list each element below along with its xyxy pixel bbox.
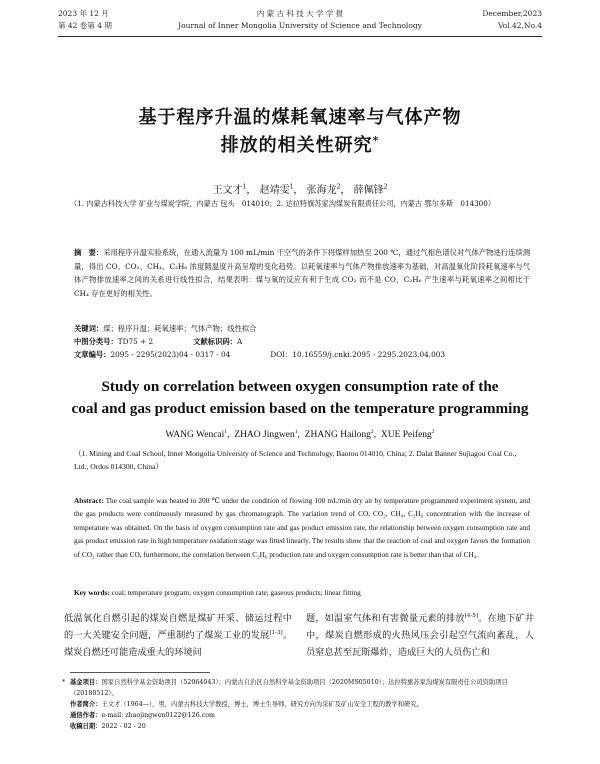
doc-code-value: A xyxy=(236,337,243,346)
en-author: ZHANG Hailong xyxy=(304,430,371,440)
journal-name-cn: 内 蒙 古 科 技 大 学 学 报 xyxy=(256,9,344,18)
email-label: 通信作者： xyxy=(70,712,102,719)
footnote xyxy=(62,677,534,732)
citation[interactable]: [4-5] xyxy=(464,612,478,619)
body-paragraph-tail: 。煤炭自燃还可能造成重大的环境问 xyxy=(64,630,293,658)
body-column-left xyxy=(64,610,292,661)
en-author: XUE Peifeng xyxy=(380,430,432,440)
cn-keywords-text: 煤；程序升温；耗氧速率；气体产物；线性拟合 xyxy=(103,324,257,333)
en-abstract xyxy=(74,494,530,561)
en-title-line2: coal and gas product emission based on the temperature programming xyxy=(71,400,529,417)
en-keywords-text: coal; temperature program; oxygen consumption rate; gaseous products; linear fitting xyxy=(111,588,361,597)
body-paragraph: 题，如温室气体和有害微量元素的排放 xyxy=(306,613,465,624)
author-sup: 2 xyxy=(431,428,435,435)
clc-label: 中图分类号： xyxy=(74,337,118,346)
received-label: 收稿日期： xyxy=(70,723,102,730)
cn-title-line1: 基于程序升温的煤耗氧速率与气体产物 xyxy=(138,107,462,128)
journal-name-en: Journal of Inner Mongolia University of Science and Technology xyxy=(178,21,422,30)
header-date-en: December,2023 xyxy=(482,9,542,18)
header-date: 2023 年 12 月 xyxy=(58,9,109,18)
author-sup: 2 xyxy=(370,428,374,435)
clc-value: TD75 + 2 xyxy=(117,337,154,346)
running-header xyxy=(58,8,542,38)
footnote-divider xyxy=(70,672,210,673)
corresponding-author xyxy=(70,710,534,721)
author-sup: 1 xyxy=(224,428,228,435)
cn-title-line2: 排放的相关性研究* xyxy=(220,134,380,156)
fund-text: 国家自然科学基金资助项目（52064043）；内蒙古自治区自然科学基金资助项目（2020MS05010）；达拉特旗苏家沟煤炭有限责任公司资助项目（20180512）。 xyxy=(70,679,508,697)
header-volume-en: Vol.42,No.4 xyxy=(497,21,542,30)
en-author: WANG Wencai xyxy=(165,430,225,440)
body-paragraph-tail: 。在地下矿井中，煤炭自燃形成的火热风压会引起空气流向紊乱，人员窒息甚至瓦斯爆炸，造成巨大的人员伤亡和 xyxy=(306,613,535,658)
en-title-line1: Study on correlation between oxygen consumption rate of the xyxy=(101,378,499,395)
cn-article-ids xyxy=(74,348,530,361)
cn-abstract xyxy=(74,246,530,300)
author-sup: 1 xyxy=(242,183,247,191)
cn-abstract-label: 摘 要： xyxy=(74,248,104,257)
en-abstract-label: Abstract: xyxy=(74,496,104,505)
en-authors: WANG Wencai$^1$, ZHAO Jingwen$^1$, ZHANG Hailong$^2$, XUE Peifeng$^2$ xyxy=(165,428,435,440)
cn-keywords-label: 关键词： xyxy=(74,324,104,333)
cn-affiliation: （1. 内蒙古科技大学 矿业与煤炭学院，内蒙古 包头 014010；2. 达拉特旗苏家沟煤炭有限责任公司，内蒙古 鄂尔多斯 014300） xyxy=(70,199,496,208)
author-info-text: 王文才（1964—），男，内蒙古科技大学教授，博士，博士生导师，研究方向为采矿及矿山安全工程的教学和研究。 xyxy=(101,701,423,708)
cn-author: 王文才 xyxy=(212,185,243,196)
en-affiliation: （1. Mining and Coal School, Inner Mongolia University of Science and Technology, Baotou 014010, China; 2. Dalat Banner Sujiagou Coal Co., Ltd., Ordos 014300, China） xyxy=(74,449,517,471)
doi[interactable]: DOI：10.16559/j.cnki.2095 - 2295.2023.04.003 xyxy=(270,350,446,359)
en-keywords-label: Key words: xyxy=(74,588,110,597)
en-title xyxy=(60,376,540,420)
cn-keywords xyxy=(74,322,530,335)
header-divider xyxy=(58,36,542,37)
cn-metadata xyxy=(74,322,530,361)
email-address[interactable]: e-mail: zhaojingwen0122@126.com xyxy=(101,712,215,719)
author-sup: 2 xyxy=(383,183,388,191)
header-right xyxy=(482,8,542,32)
cn-title xyxy=(70,104,530,160)
author-info-label: 作者简介： xyxy=(70,701,102,708)
article-no-label: 文章编号： xyxy=(74,350,111,359)
cn-authors: 王文才$^1$， 赵靖雯$^1$， 张海龙$^2$， 薛佩锋$^2$ xyxy=(212,183,388,196)
fund-info xyxy=(70,677,534,699)
cn-author: 薛佩锋 xyxy=(353,185,384,196)
article-no-value: 2095 - 2295(2023)04 - 0317 - 04 xyxy=(110,350,231,359)
cn-classification xyxy=(74,335,530,348)
en-abstract-text: The coal sample was heated to 200 ℃ under the condition of flowing 100 mL/min dry air by temperature programmed experiment system, and the gas products were continuously measured by gas chromatograph. The variation trend of CO, CO₂, CH₄, C₂H₆ concentration with the increase of temperature was obtained. On the basis of oxygen consumption rate and gas product emission rate, the relationship between oxygen consumption rate and gas product emission rate in high temperature oxidation stage was fitted linearly. The results show that the reaction of coal and oxygen favors the formation of CO₂ rather than CO, furthermore, the correlation between C₂H₆ production rate and oxygen consumption rate is better than that of CH₄. xyxy=(74,496,530,559)
author-sup: 1 xyxy=(289,183,294,191)
doc-code-label: 文献标识码： xyxy=(193,337,237,346)
body-text xyxy=(64,610,534,661)
author-info xyxy=(70,699,534,710)
en-keywords xyxy=(74,586,530,599)
cn-abstract-text: 采用程序升温实验系统，在通入流量为 100 mL/min 干空气的条件下将煤样加热至 200 ℃，通过气相色谱仪对气体产物进行连续测量，得出 CO、CO₂、CH₄、C₂H₆ 浓度随温度升高呈增的变化趋势。以耗氧速率与气体产物排放速率为基础，对高温氧化阶段耗氧速率与气体产物排放速率之间的关系进行线性拟合，结果表明：煤与氧的反应有利于生成 CO₂ 而不是 CO，C₂H₆ 产生速率与耗氧速率之间相比于 CH₄ 存在更好的相关性。 xyxy=(74,248,530,298)
cn-author: 张海龙 xyxy=(306,185,337,196)
header-volume: 第 42 卷第 4 期 xyxy=(58,21,112,30)
author-sup: 1 xyxy=(294,428,298,435)
en-author: ZHAO Jingwen xyxy=(234,430,295,440)
body-paragraph: 低温氧化自燃引起的煤炭自燃是煤矿开采、储运过程中的一大关键安全问题，严重制约了煤炭工业的发展 xyxy=(64,613,292,641)
cn-author: 赵靖雯 xyxy=(259,185,290,196)
footnote-mark: * xyxy=(62,679,66,686)
author-sup: 2 xyxy=(336,183,341,191)
title-footnote-mark: * xyxy=(372,134,380,147)
body-column-right xyxy=(306,610,534,661)
citation[interactable]: [1-3] xyxy=(269,629,283,636)
received-value: 2022 - 02 - 20 xyxy=(101,723,146,730)
received-date xyxy=(70,721,534,732)
header-center xyxy=(58,8,542,32)
fund-label: 基金项目： xyxy=(70,679,102,686)
